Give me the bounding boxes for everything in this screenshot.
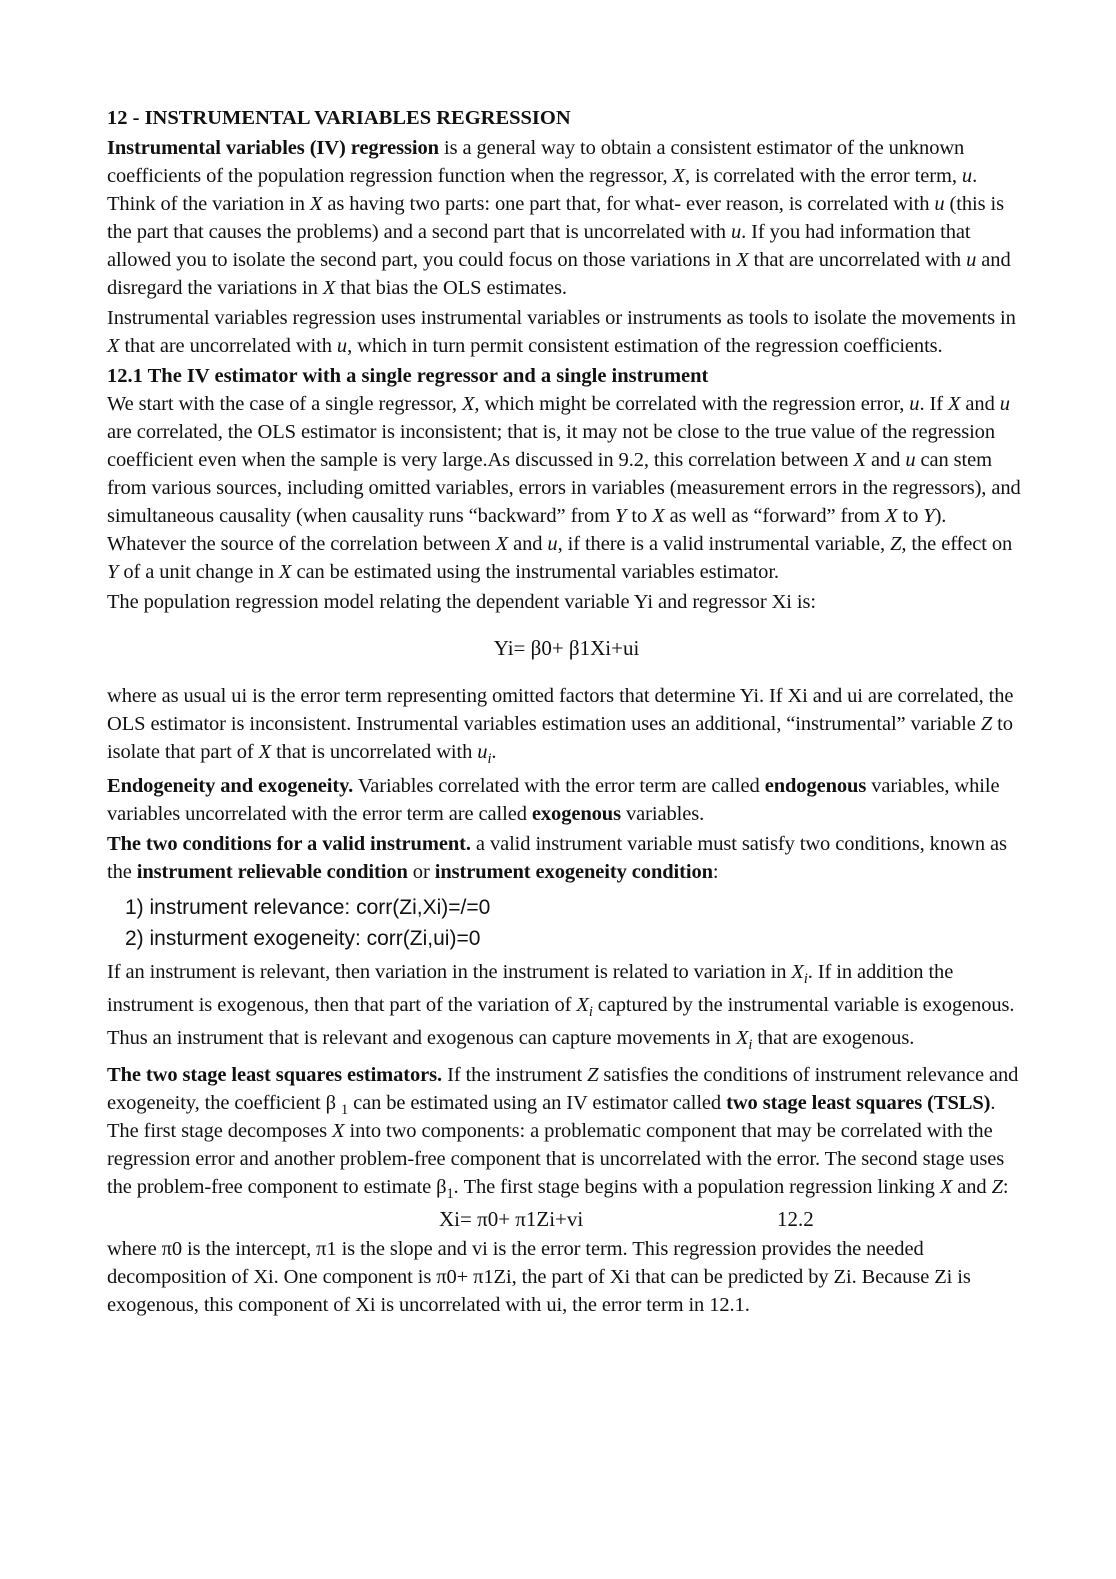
intro-paragraph: Instrumental variables (IV) regression is a general way to obtain a consistent estimator of the unknown coefficients of the population regression function when the regressor, X, is correlated with the error term, u. Think of the variation in X as having two parts: one part that, for what- ever reason, is correlated with u (this is the part that causes the problems) and a second part that is uncorrelated with u. If you had information that allowed you to isolate the second part, you could focus on those variations in X that are uncorrelated with u and disregard the variations in X that bias the OLS estimates. [107,137,1011,299]
term-tsls: The two stage least squares estimators. [107,1064,443,1086]
first-stage-equation: Xi= π0+ π1Zi+vi [439,1207,584,1231]
section-12-1-paragraph: We start with the case of a single regressor, X, which might be correlated with the regression error, u. If X and u are correlated, the OLS estimator is inconsistent; that is, it may not be close to the true value of the regression coefficient even when the sample is very large.As discussed in 9.2, this correlation between X and u can stem from various sources, including omitted variables, errors in variables (measurement errors in the regressors), and simultaneous causality (when causality runs “backward” from Y to X as well as “forward” from X to Y). Whatever the source of the correlation between X and u, if there is a valid instrumental variable, Z, the effect on Y of a unit change in X can be estimated using the instrumental variables estimator. [107,393,1021,583]
decomposition-paragraph: where π0 is the intercept, π1 is the slope and vi is the error term. This regression provides the needed decomposition of Xi. One component is π0+ π1Zi, the part of Xi that can be predicted by Zi. Because Zi is exogenous, this component of Xi is uncorrelated with ui, the error term in 12.1. [107,1238,971,1316]
intro-paragraph-2: Instrumental variables regression uses instrumental variables or instruments as tools to isolate the movements in X that are uncorrelated with u, which in turn permit consistent estimation of the regression coefficients. [107,307,1016,357]
term-valid-instrument: The two conditions for a valid instrument. [107,833,471,855]
term-endogeneity: Endogeneity and exogeneity. [107,775,354,797]
condition-exogeneity: 2) insturment exogeneity: corr(Zi,ui)=0 [125,927,481,950]
population-model-paragraph: The population regression model relating the dependent variable Yi and regressor Xi is: [107,591,816,613]
first-stage-equation-row [107,1205,1026,1233]
relevance-explanation-paragraph: If an instrument is relevant, then variation in the instrument is related to variation in $X_i$. If in addition the instrument is exogenous, then that part of the variation of $X_i$ captured by the instrumental variable is exogenous. Thus an instrument that is relevant and exogenous can capture movements in $X_i$ that are exogenous. [107,961,1015,1054]
error-term-paragraph: where as usual ui is the error term representing omitted factors that determine Yi. If Xi and ui are correlated, the OLS estimator is inconsistent. Instrumental variables estimation uses an additional, “instrumental” variable Z to isolate that part of X that is uncorrelated with $u_i$. [107,685,1014,768]
condition-relevance: 1) instrument relevance: corr(Zi,Xi)=/=0 [125,896,491,919]
regression-equation: Yi= β0+ β1Xi+ui [493,636,640,660]
section-heading-12-1: 12.1 The IV estimator with a single regressor and a single instrument [107,365,709,387]
conditions-list [125,892,1026,954]
conditions-paragraph: The two conditions for a valid instrument. a valid instrument variable must satisfy two conditions, known as the instrument relievable condition or instrument exogeneity condition: [107,833,1007,883]
endogeneity-paragraph: Endogeneity and exogeneity. Variables correlated with the error term are called endogenous variables, while variables uncorrelated with the error term are called exogenous variables. [107,775,1000,825]
chapter-title: 12 - INSTRUMENTAL VARIABLES REGRESSION [107,107,571,129]
term-iv-regression: Instrumental variables (IV) regression [107,137,439,159]
equation-number: 12.2 [777,1207,814,1231]
tsls-paragraph: The two stage least squares estimators. If the instrument Z satisfies the conditions of instrument relevance and exogeneity, the coefficient β $_1$ can be estimated using an IV estimator called two stage least squares (TSLS). The first stage decomposes X into two components: a problematic component that may be correlated with the regression error and another problem-free component that is uncorrelated with the error. The second stage uses the problem-free component to estimate $\beta_1$. The first stage begins with a population regression linking X and Z: [107,1064,1019,1203]
